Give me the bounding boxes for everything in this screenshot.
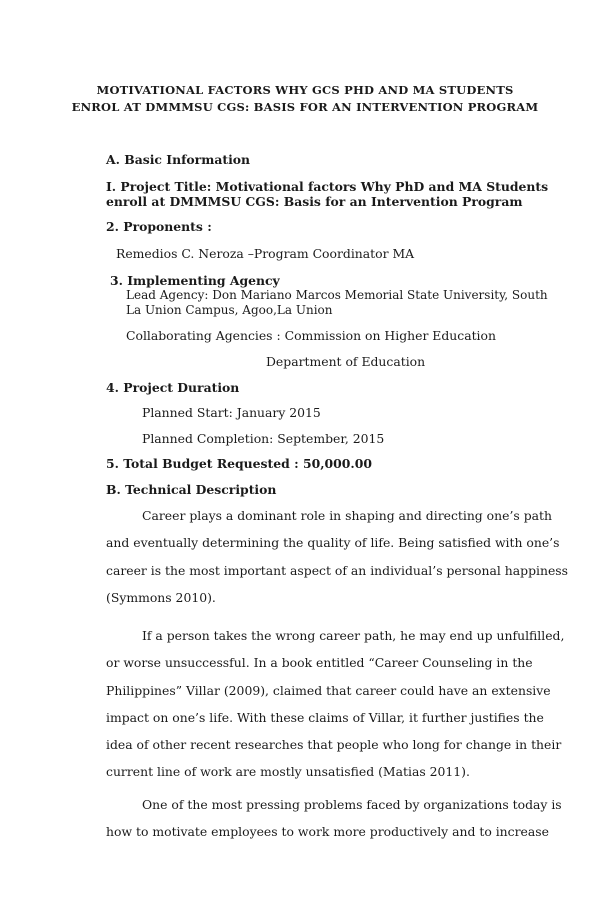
paragraph-3 <box>106 791 562 846</box>
paragraph-line: If a person takes the wrong career path, he may end up unfulfilled, <box>142 628 565 643</box>
budget-requested: 5. Total Budget Requested : 50,000.00 <box>106 456 372 471</box>
title-line-2: ENROL AT DMMMSU CGS: BASIS FOR AN INTERVENTION PROGRAM <box>71 100 539 114</box>
duration-heading: 4. Project Duration <box>106 380 240 395</box>
proponent-name: Remedios C. Neroza –Program Coordinator MA <box>116 246 415 261</box>
proponents-heading: 2. Proponents : <box>106 219 212 234</box>
collaborating-agencies: Collaborating Agencies : Commission on Higher Education <box>126 328 496 343</box>
section-b-heading: B. Technical Description <box>106 482 277 497</box>
project-title-line-2: enroll at DMMMSU CGS: Basis for an Intervention Program <box>106 194 523 209</box>
planned-start: Planned Start: January 2015 <box>142 405 321 420</box>
paragraph-line: One of the most pressing problems faced by organizations today is <box>142 797 562 812</box>
paragraph-line: current line of work are mostly unsatisfied (Matias 2011). <box>106 764 470 780</box>
planned-completion: Planned Completion: September, 2015 <box>142 431 385 446</box>
section-a-heading: A. Basic Information <box>106 152 251 167</box>
title-line-1: MOTIVATIONAL FACTORS WHY GCS PHD AND MA STUDENTS <box>96 83 514 97</box>
paragraph-line: Philippines” Villar (2009), claimed that career could have an extensive <box>106 682 551 698</box>
agency-heading: 3. Implementing Agency <box>110 273 280 288</box>
paragraph-line: and eventually determining the quality of life. Being satisfied with one’s <box>106 535 560 551</box>
lead-agency-line-1: Lead Agency: Don Mariano Marcos Memorial State University, South <box>126 288 548 302</box>
collaborating-agency-2: Department of Education <box>266 354 426 369</box>
paragraph-line: or worse unsuccessful. In a book entitled “Career Counseling in the <box>106 655 533 671</box>
paragraph-line: career is the most important aspect of an individual’s personal happiness <box>106 562 568 578</box>
paragraph-line: idea of other recent researches that people who long for change in their <box>106 737 562 753</box>
paragraph-line: impact on one’s life. With these claims of Villar, it further justifies the <box>106 709 544 725</box>
paragraph-line: how to motivate employees to work more productively and to increase <box>106 824 549 840</box>
lead-agency-line-2: La Union Campus, Agoo,La Union <box>126 303 333 317</box>
paragraph-line: (Symmons 2010). <box>106 589 216 605</box>
paragraph-1 <box>106 502 568 611</box>
document-title <box>60 82 550 116</box>
paragraph-line: Career plays a dominant role in shaping and directing one’s path <box>142 508 552 523</box>
paragraph-2 <box>106 622 565 786</box>
project-title-line-1: I. Project Title: Motivational factors Why PhD and MA Students <box>106 179 549 194</box>
